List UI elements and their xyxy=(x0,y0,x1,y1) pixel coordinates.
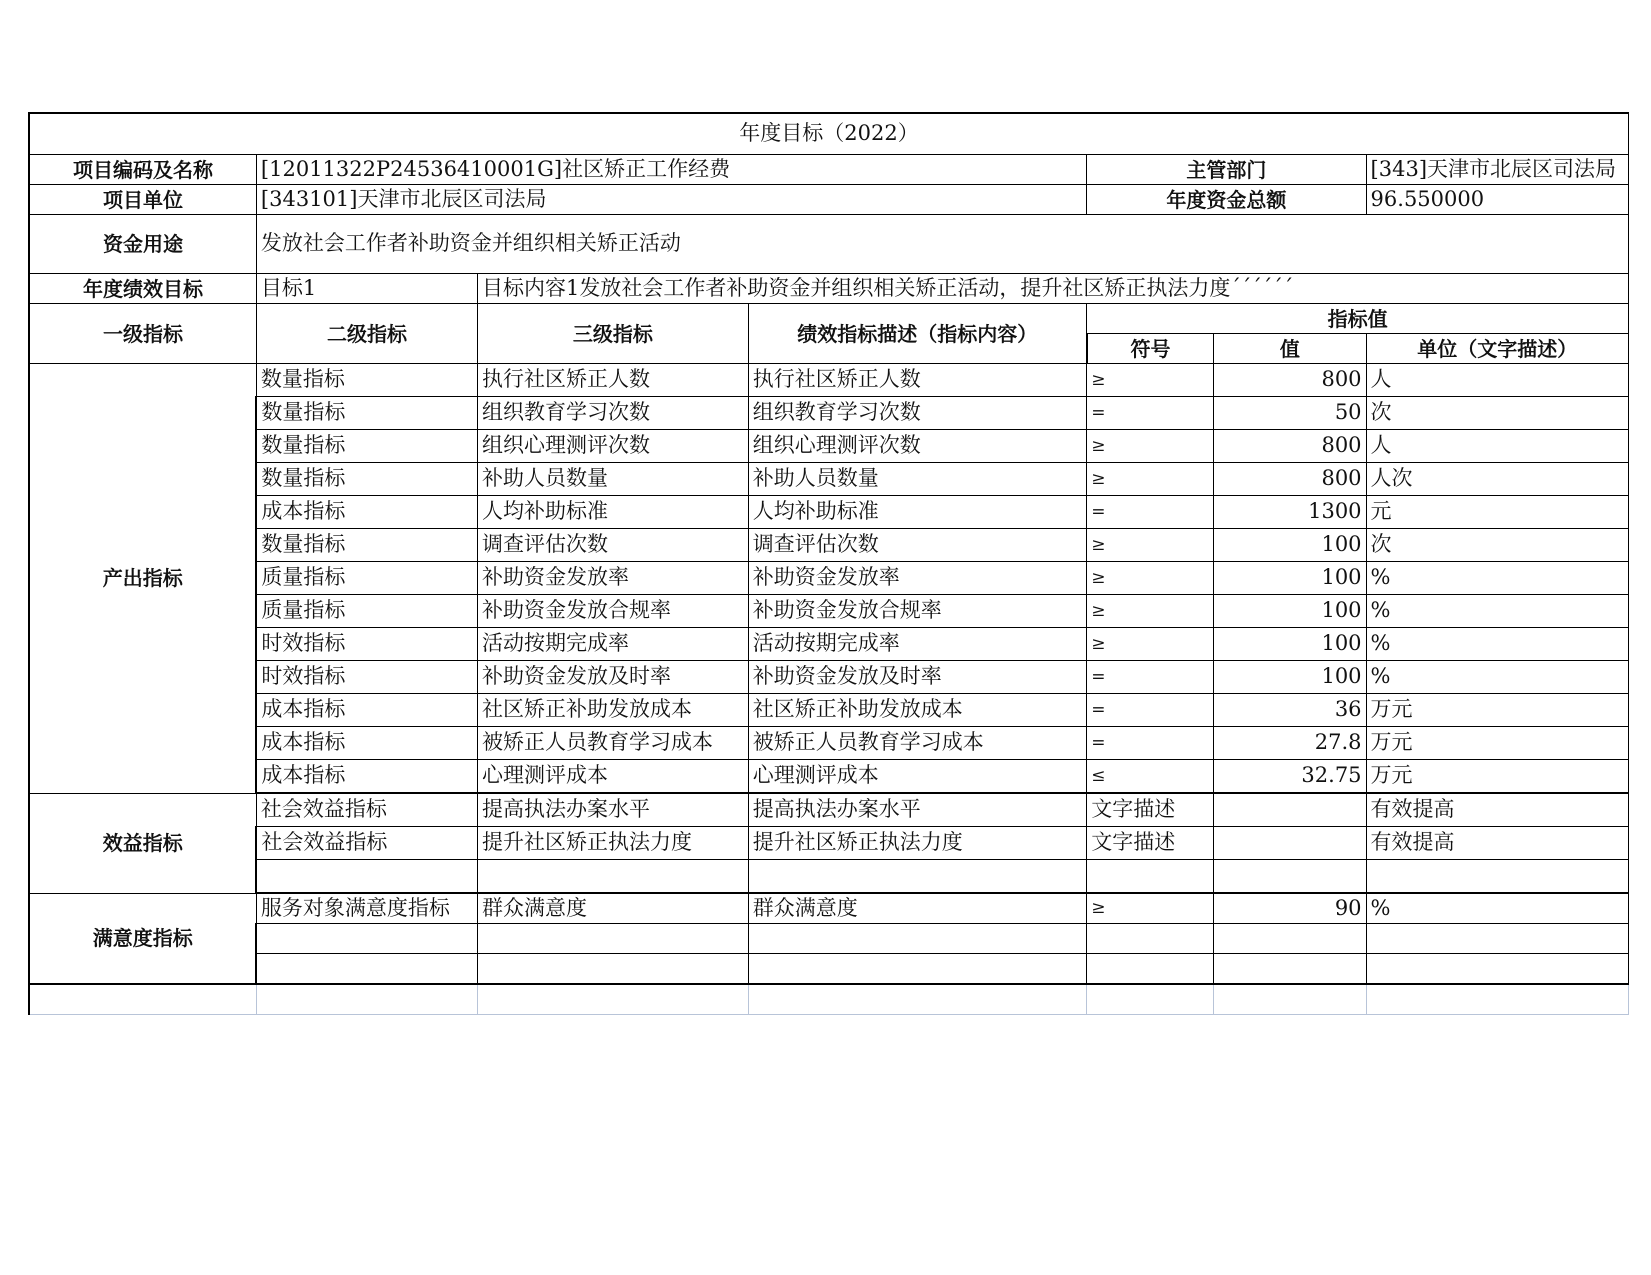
value-cell xyxy=(1214,793,1366,827)
level3-cell: 提升社区矫正执法力度 xyxy=(478,827,749,860)
level2-cell: 成本指标 xyxy=(256,760,477,794)
desc-cell: 群众满意度 xyxy=(748,893,1087,924)
empty-cell xyxy=(748,860,1087,894)
empty-cell xyxy=(1366,954,1628,985)
empty-cell xyxy=(256,860,477,894)
desc-cell: 活动按期完成率 xyxy=(748,628,1087,661)
unit-cell: 次 xyxy=(1366,397,1628,430)
header-level1: 一级指标 xyxy=(29,304,256,364)
level3-cell: 社区矫正补助发放成本 xyxy=(478,694,749,727)
level3-cell: 人均补助标准 xyxy=(478,496,749,529)
empty-cell xyxy=(1087,984,1214,1015)
symbol-cell: 文字描述 xyxy=(1087,827,1214,860)
symbol-cell: ≥ xyxy=(1087,430,1214,463)
header-value: 值 xyxy=(1214,334,1366,364)
table-row xyxy=(29,793,1629,827)
level2-cell: 成本指标 xyxy=(256,496,477,529)
empty-cell xyxy=(29,984,256,1015)
symbol-cell: 文字描述 xyxy=(1087,793,1214,827)
value-cell: 800 xyxy=(1214,463,1366,496)
symbol-cell: = xyxy=(1087,694,1214,727)
symbol-cell: ≥ xyxy=(1087,595,1214,628)
desc-cell: 补助人员数量 xyxy=(748,463,1087,496)
value-cell: 100 xyxy=(1214,529,1366,562)
value-cell: 800 xyxy=(1214,430,1366,463)
empty-row xyxy=(29,954,1629,985)
empty-cell xyxy=(1366,984,1628,1015)
level2-cell: 数量指标 xyxy=(256,397,477,430)
desc-cell: 调查评估次数 xyxy=(748,529,1087,562)
desc-cell: 补助资金发放合规率 xyxy=(748,595,1087,628)
empty-cell xyxy=(256,984,477,1015)
value-cell: 50 xyxy=(1214,397,1366,430)
empty-cell xyxy=(256,924,477,954)
level3-cell: 心理测评成本 xyxy=(478,760,749,794)
goal-label: 年度绩效目标 xyxy=(29,274,256,304)
unit-cell: 有效提高 xyxy=(1366,827,1628,860)
unit-cell: % xyxy=(1366,628,1628,661)
level2-cell: 数量指标 xyxy=(256,430,477,463)
unit-cell: % xyxy=(1366,595,1628,628)
header-level2: 二级指标 xyxy=(256,304,477,364)
level2-cell: 时效指标 xyxy=(256,628,477,661)
header-symbol: 符号 xyxy=(1087,334,1214,364)
table-row xyxy=(29,364,1629,397)
value-cell xyxy=(1214,827,1366,860)
output-section xyxy=(29,364,1629,794)
dept-value: [343]天津市北辰区司法局 xyxy=(1366,155,1628,185)
unit-label: 项目单位 xyxy=(29,185,256,215)
empty-cell xyxy=(748,954,1087,985)
level3-cell: 组织心理测评次数 xyxy=(478,430,749,463)
level2-cell: 服务对象满意度指标 xyxy=(256,893,477,924)
level3-cell: 补助人员数量 xyxy=(478,463,749,496)
level2-cell: 时效指标 xyxy=(256,661,477,694)
empty-row xyxy=(29,860,1629,894)
project-value: [12011322P24536410001G]社区矫正工作经费 xyxy=(256,155,1086,185)
empty-cell xyxy=(748,924,1087,954)
satisfaction-section xyxy=(29,893,1629,984)
benefit-section xyxy=(29,793,1629,893)
header-unit: 单位（文字描述） xyxy=(1366,334,1628,364)
unit-cell: 人 xyxy=(1366,430,1628,463)
symbol-cell: ≥ xyxy=(1087,529,1214,562)
empty-cell xyxy=(478,954,749,985)
table-row xyxy=(29,397,1629,430)
fund-label: 年度资金总额 xyxy=(1087,185,1366,215)
unit-cell: % xyxy=(1366,562,1628,595)
value-cell: 100 xyxy=(1214,562,1366,595)
table-row xyxy=(29,496,1629,529)
value-cell: 32.75 xyxy=(1214,760,1366,794)
desc-cell: 组织心理测评次数 xyxy=(748,430,1087,463)
table-row xyxy=(29,562,1629,595)
header-value-group: 指标值 xyxy=(1087,304,1629,334)
symbol-cell: = xyxy=(1087,727,1214,760)
symbol-cell: = xyxy=(1087,397,1214,430)
table-row xyxy=(29,727,1629,760)
desc-cell: 人均补助标准 xyxy=(748,496,1087,529)
table-row xyxy=(29,827,1629,860)
level3-cell: 群众满意度 xyxy=(478,893,749,924)
table-row xyxy=(29,893,1629,924)
desc-cell: 执行社区矫正人数 xyxy=(748,364,1087,397)
table-row xyxy=(29,430,1629,463)
table-row xyxy=(29,595,1629,628)
empty-cell xyxy=(1214,924,1366,954)
level3-cell: 组织教育学习次数 xyxy=(478,397,749,430)
table-row xyxy=(29,628,1629,661)
goal-content: 目标内容1发放社会工作者补助资金并组织相关矫正活动，提升社区矫正执法力度´´´´´´ xyxy=(478,274,1629,304)
trailing-empty-row xyxy=(29,984,1629,1015)
desc-cell: 社区矫正补助发放成本 xyxy=(748,694,1087,727)
unit-cell: % xyxy=(1366,893,1628,924)
level2-cell: 成本指标 xyxy=(256,694,477,727)
group-label: 满意度指标 xyxy=(29,893,256,984)
value-cell: 27.8 xyxy=(1214,727,1366,760)
use-label: 资金用途 xyxy=(29,215,256,274)
level2-cell: 社会效益指标 xyxy=(256,793,477,827)
level2-cell: 数量指标 xyxy=(256,529,477,562)
value-cell: 100 xyxy=(1214,595,1366,628)
table-row xyxy=(29,529,1629,562)
unit-cell: 次 xyxy=(1366,529,1628,562)
empty-cell xyxy=(1087,954,1214,985)
level3-cell: 活动按期完成率 xyxy=(478,628,749,661)
annual-target-table xyxy=(28,112,1629,1015)
symbol-cell: ≥ xyxy=(1087,893,1214,924)
unit-cell: 人 xyxy=(1366,364,1628,397)
level2-cell: 质量指标 xyxy=(256,595,477,628)
unit-cell: 人次 xyxy=(1366,463,1628,496)
unit-value: [343101]天津市北辰区司法局 xyxy=(256,185,1086,215)
empty-cell xyxy=(748,984,1087,1015)
unit-cell: % xyxy=(1366,661,1628,694)
desc-cell: 组织教育学习次数 xyxy=(748,397,1087,430)
value-cell: 100 xyxy=(1214,661,1366,694)
symbol-cell: ≥ xyxy=(1087,364,1214,397)
use-value: 发放社会工作者补助资金并组织相关矫正活动 xyxy=(256,215,1628,274)
empty-cell xyxy=(256,954,477,985)
level2-cell: 数量指标 xyxy=(256,463,477,496)
level2-cell: 社会效益指标 xyxy=(256,827,477,860)
symbol-cell: = xyxy=(1087,496,1214,529)
table-title: 年度目标（2022） xyxy=(29,113,1629,155)
level3-cell: 执行社区矫正人数 xyxy=(478,364,749,397)
level2-cell: 质量指标 xyxy=(256,562,477,595)
unit-cell: 元 xyxy=(1366,496,1628,529)
symbol-cell: ≤ xyxy=(1087,760,1214,794)
value-cell: 90 xyxy=(1214,893,1366,924)
level2-cell: 成本指标 xyxy=(256,727,477,760)
header-level3: 三级指标 xyxy=(478,304,749,364)
level3-cell: 被矫正人员教育学习成本 xyxy=(478,727,749,760)
empty-cell xyxy=(478,860,749,894)
table-row xyxy=(29,694,1629,727)
empty-cell xyxy=(1366,924,1628,954)
unit-cell: 有效提高 xyxy=(1366,793,1628,827)
level3-cell: 提高执法办案水平 xyxy=(478,793,749,827)
level3-cell: 补助资金发放率 xyxy=(478,562,749,595)
group-label: 产出指标 xyxy=(29,364,256,794)
table-row xyxy=(29,463,1629,496)
empty-cell xyxy=(1214,984,1366,1015)
dept-label: 主管部门 xyxy=(1087,155,1366,185)
header-desc: 绩效指标描述（指标内容） xyxy=(748,304,1087,364)
desc-cell: 提高执法办案水平 xyxy=(748,793,1087,827)
group-label: 效益指标 xyxy=(29,793,256,893)
fund-value: 96.550000 xyxy=(1366,185,1628,215)
symbol-cell: ≥ xyxy=(1087,562,1214,595)
empty-cell xyxy=(1214,860,1366,894)
empty-row xyxy=(29,924,1629,954)
empty-cell xyxy=(1087,924,1214,954)
symbol-cell: = xyxy=(1087,661,1214,694)
unit-cell: 万元 xyxy=(1366,694,1628,727)
level2-cell: 数量指标 xyxy=(256,364,477,397)
value-cell: 100 xyxy=(1214,628,1366,661)
level3-cell: 补助资金发放及时率 xyxy=(478,661,749,694)
level3-cell: 补助资金发放合规率 xyxy=(478,595,749,628)
desc-cell: 心理测评成本 xyxy=(748,760,1087,794)
unit-cell: 万元 xyxy=(1366,760,1628,794)
table-row xyxy=(29,661,1629,694)
desc-cell: 补助资金发放率 xyxy=(748,562,1087,595)
table-row xyxy=(29,760,1629,794)
desc-cell: 补助资金发放及时率 xyxy=(748,661,1087,694)
empty-cell xyxy=(1214,954,1366,985)
level3-cell: 调查评估次数 xyxy=(478,529,749,562)
value-cell: 36 xyxy=(1214,694,1366,727)
desc-cell: 提升社区矫正执法力度 xyxy=(748,827,1087,860)
empty-cell xyxy=(478,924,749,954)
empty-cell xyxy=(478,984,749,1015)
goal-name: 目标1 xyxy=(256,274,477,304)
project-label: 项目编码及名称 xyxy=(29,155,256,185)
desc-cell: 被矫正人员教育学习成本 xyxy=(748,727,1087,760)
value-cell: 1300 xyxy=(1214,496,1366,529)
unit-cell: 万元 xyxy=(1366,727,1628,760)
symbol-cell: ≥ xyxy=(1087,628,1214,661)
value-cell: 800 xyxy=(1214,364,1366,397)
empty-cell xyxy=(1087,860,1214,894)
symbol-cell: ≥ xyxy=(1087,463,1214,496)
empty-cell xyxy=(1366,860,1628,894)
